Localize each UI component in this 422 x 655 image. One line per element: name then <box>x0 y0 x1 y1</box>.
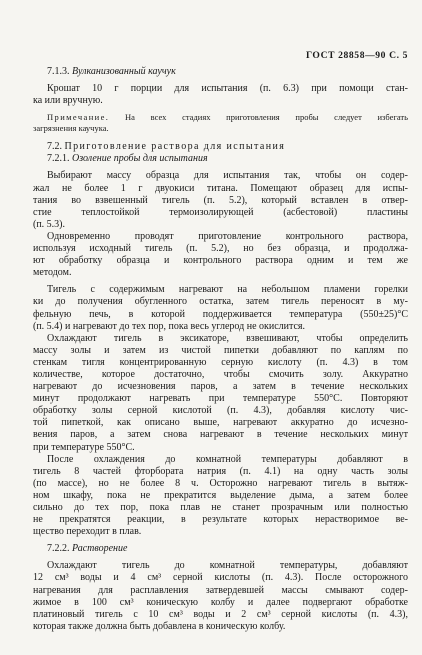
text-line: методом. <box>33 267 72 279</box>
text-line: используя исходный тигель (п. 5.2), но без образца, и продолжа- <box>33 243 408 255</box>
text-line: нагревают до исчезновения паров, а затем в течение нескольких <box>33 381 408 393</box>
text-line: ют обработку образца и контрольного раствора одним и тем же <box>33 255 408 267</box>
text-line: платиновый тигель с 10 см³ воды и 2 см³ серной кислоты (п. 4.3), <box>33 608 408 620</box>
section-number: 7.2.1. <box>47 153 70 165</box>
text-line: нагревания для расплавления затвердевшей массы смывают содер- <box>33 584 408 596</box>
text-line: жимое в 100 см³ коническую колбу и далее подвергают обработке <box>33 596 408 608</box>
note-line: загрязнения каучука. <box>33 123 109 134</box>
text-line: той пипеткой, как описано выше, нагревают аккуратно до исчезно- <box>33 417 408 429</box>
text-line: вения паров, а затем снова нагревают в течение нескольких минут <box>33 429 408 441</box>
text-line: ки до получения обугленного остатка, затем тигель переносят в му- <box>33 296 408 308</box>
text-line: минут продолжают нагревать при температуре 550°С. Повторяют <box>33 393 408 405</box>
text-line: (по массе), но не более 8 ч. Осторожно нагревают тигель в вытяж- <box>33 477 408 489</box>
note-text: На всех стадиях приготовления пробы следует избегать <box>125 112 409 123</box>
page-content <box>33 66 408 633</box>
text-line: не прекратятся реакции, в результате которых нерастворимое ве- <box>33 514 408 526</box>
text-line: обработку золы серной кислотой (п. 4.3), добавляя кислоту чис- <box>33 405 408 417</box>
text-line: тигель 8 частей фторбората натрия (п. 4.1) на одну часть золы <box>33 465 408 477</box>
text-line: ка или вручную. <box>33 95 103 107</box>
section-7-2-2-heading <box>33 543 408 555</box>
section-7-2-heading <box>33 141 408 153</box>
section-number: 7.2.2. <box>47 543 70 555</box>
text-line: фельную печь, в которой поддерживается температура (550±25)°С <box>33 308 408 320</box>
text-line: стенкам тигля концентрированную серную кислоту (п. 4.3) в том <box>33 356 408 368</box>
text-line: количестве, которое достаточно, чтобы смочить золу. Аккуратно <box>33 368 408 380</box>
text-line: жал не более 1 г двуокиси титана. Помещают образец для испы- <box>33 182 408 194</box>
text-line: Крошат 10 г порции для испытания (п. 6.3) при помощи стан- <box>47 83 408 95</box>
text-line: Охлаждают тигель в эксикаторе, взвешивают, чтобы определить <box>47 332 408 344</box>
text-line: (п. 5.4) и нагревают до тех пор, пока весь углерод не окислится. <box>33 320 306 332</box>
text-line: Охлаждают тигель до комнатной температуры, добавляют <box>47 560 408 572</box>
text-line: 12 см³ воды и 4 см³ серной кислоты (п. 4.3). После осторожного <box>33 572 408 584</box>
text-line: ном шкафу, пока не прекратится выделение дыма, а затем более <box>33 489 408 501</box>
text-line: Одновременно проводят приготовление контрольного раствора, <box>47 230 408 242</box>
note-line <box>33 112 408 123</box>
section-number: 7.1.3. <box>47 66 70 77</box>
text-line: сильно до тех пор, пока плав не станет прозрачным или полностью <box>33 502 408 513</box>
text-line: щество переходит в плав. <box>33 526 142 538</box>
text-line: тания во взвешенный тигель (п. 5.2), который вставлен в отвер- <box>33 194 408 206</box>
text-line: стие теплостойкой термоизолирующей (асбестовой) пластины <box>33 206 408 218</box>
section-title: Растворение <box>72 543 128 555</box>
text-line: После охлаждения до комнатной температуры добавляют в <box>47 453 408 465</box>
note-label: Примечание. <box>47 112 110 123</box>
page-header: ГОСТ 28858—90 С. 5 <box>305 50 408 61</box>
section-title: Вулканизованный каучук <box>72 66 176 77</box>
text-line: Тигель с содержимым нагревают на небольшом пламени горелки <box>47 284 408 296</box>
text-line: массу золы и затем из чистой пипетки добавляют по каплям по <box>33 344 408 356</box>
text-line: при температуре 550°С. <box>33 441 135 453</box>
section-7-1-3-heading <box>33 66 408 78</box>
section-title: Озоление пробы для испытания <box>72 153 208 165</box>
text-line: (п. 5.3). <box>33 218 66 230</box>
section-number: 7.2. <box>47 141 62 153</box>
section-7-2-1-heading <box>33 153 408 165</box>
text-line: Выбирают массу образца для испытания так, чтобы он содер- <box>47 170 408 182</box>
text-line: которая также должна быть добавлена в коническую колбу. <box>33 620 286 632</box>
section-title: Приготовление раствора для испытания <box>64 141 286 153</box>
